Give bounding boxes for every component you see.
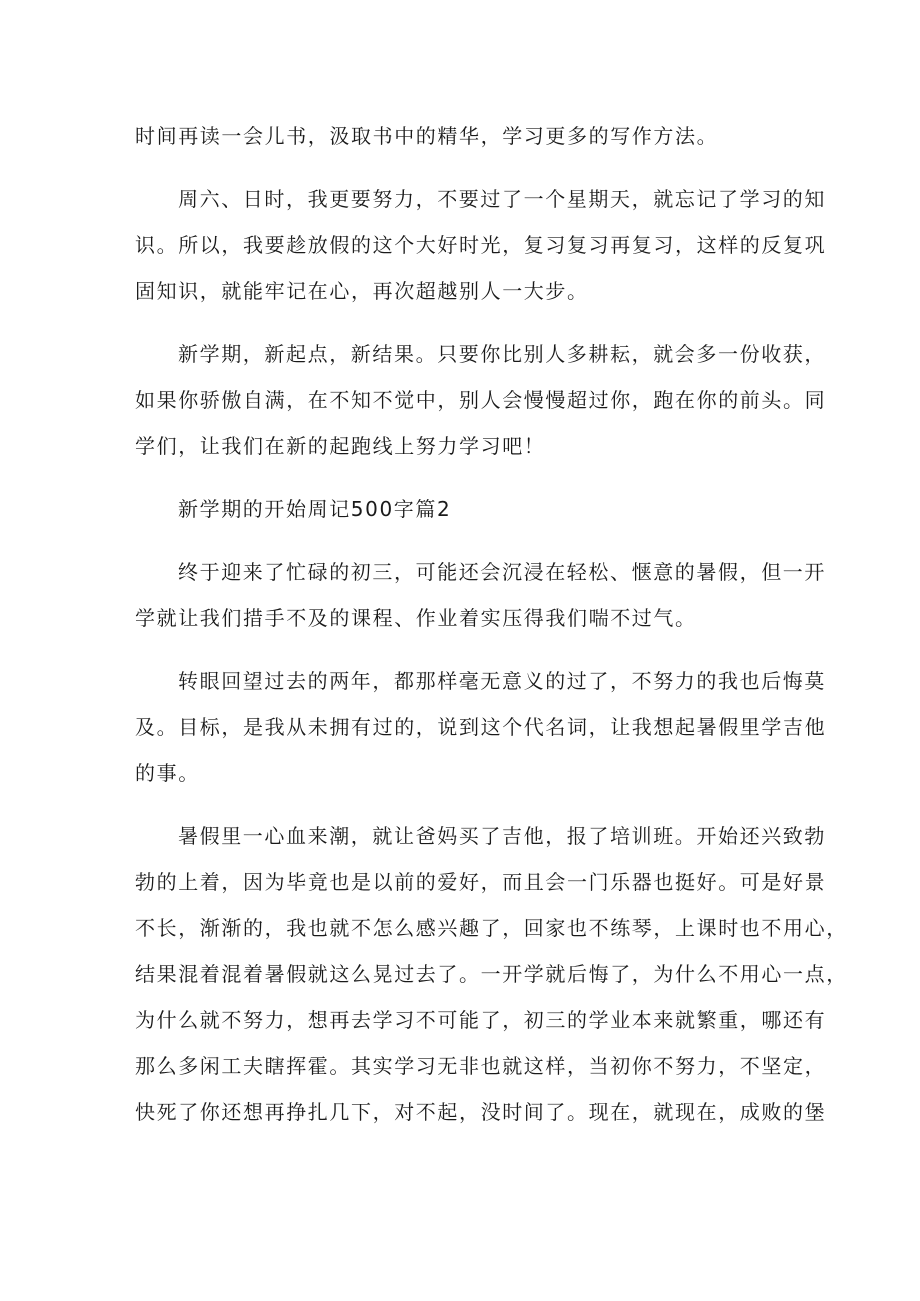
text-line: 学们，让我们在新的起跑线上努力学习吧！ <box>135 434 546 458</box>
text-line: 识。所以，我要趁放假的这个大好时光，复习复习再复习，这样的反复巩 <box>135 233 827 257</box>
text-line: 勃的上着，因为毕竟也是以前的爱好，而且会一门乐器也挺好。可是好景 <box>135 870 827 894</box>
text-line: 转眼回望过去的两年，都那样毫无意义的过了，不努力的我也后悔莫 <box>178 669 826 693</box>
text-line: 固知识，就能牢记在心，再次超越别人一大步。 <box>135 279 589 303</box>
text-line: 不长，渐渐的，我也就不怎么感兴趣了，回家也不练琴，上课时也不用心， <box>135 916 848 940</box>
text-line: 如果你骄傲自满，在不知不觉中，别人会慢慢超过你，跑在你的前头。同 <box>135 388 827 412</box>
section-heading: 新学期的开始周记500字篇2 <box>178 497 452 521</box>
text-line: 周六、日时，我更要努力，不要过了一个星期天，就忘记了学习的知 <box>178 187 826 211</box>
text-line: 为什么就不努力，想再去学习不可能了，初三的学业本来就繁重，哪还有 <box>135 1008 827 1032</box>
text-line: 快死了你还想再挣扎几下，对不起，没时间了。现在，就现在，成败的堡 <box>135 1100 827 1124</box>
text-line: 时间再读一会儿书，汲取书中的精华，学习更多的写作方法。 <box>135 124 719 148</box>
text-line: 暑假里一心血来潮，就让爸妈买了吉他，报了培训班。开始还兴致勃 <box>178 824 826 848</box>
text-line: 结果混着混着暑假就这么晃过去了。一开学就后悔了，为什么不用心一点， <box>135 962 848 986</box>
text-line: 学就让我们措手不及的课程、作业着实压得我们喘不过气。 <box>135 606 697 630</box>
text-line: 及。目标，是我从未拥有过的，说到这个代名词，让我想起暑假里学吉他 <box>135 715 827 739</box>
text-line: 的事。 <box>135 761 200 785</box>
text-line: 那么多闲工夫瞎挥霍。其实学习无非也就这样，当初你不努力，不坚定， <box>135 1054 827 1078</box>
text-line: 新学期，新起点，新结果。只要你比别人多耕耘，就会多一份收获， <box>178 342 826 366</box>
text-line: 终于迎来了忙碌的初三，可能还会沉浸在轻松、惬意的暑假，但一开 <box>178 560 826 584</box>
